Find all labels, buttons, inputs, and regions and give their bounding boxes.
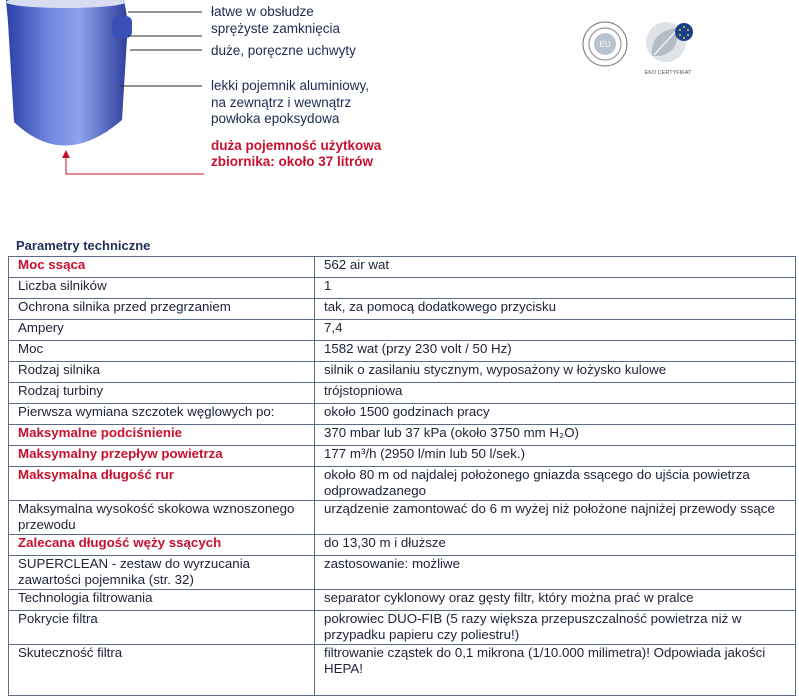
eu-seal-text: EU	[599, 40, 611, 49]
parameter-name: Maksymalna długość rur	[9, 467, 315, 501]
eco-leaf-icon	[646, 22, 693, 62]
callout-container-line2: na zewnątrz i wewnątrz	[211, 94, 352, 110]
parameter-value: filtrowanie cząstek do 0,1 mikrona (1/10.000 milimetra)! Odpowiada jakości HEPA!	[315, 645, 796, 696]
parameter-name: Rodzaj silnika	[9, 362, 315, 383]
parameter-value: silnik o zasilaniu stycznym, wyposażony w łożysko kulowe	[315, 362, 796, 383]
callout-closures	[211, 4, 340, 37]
callout-handles: duże, poręczne uchwyty	[211, 43, 356, 58]
callout-closures-line2: sprężyste zamknięcia	[211, 20, 341, 36]
callout-container-line1: lekki pojemnik aluminiowy,	[211, 78, 370, 93]
callout-capacity	[211, 138, 381, 170]
parameter-name: Maksymalna wysokość skokowa wznoszonego przewodu	[9, 501, 315, 535]
eco-certificate-label: EKO CERTYFIKAT	[644, 70, 692, 76]
table-row	[9, 404, 796, 425]
table-row	[9, 446, 796, 467]
parameter-value: pokrowiec DUO-FIB (5 razy większa przepuszczalność powietrza niż w przypadku papieru czy poliestru!)	[315, 611, 796, 645]
callout-container-line3: powłoka epoksydowa	[211, 111, 340, 126]
parameter-name: Maksymalny przepływ powietrza	[9, 446, 315, 467]
callout-closures-line1: łatwe w obsłudze	[211, 4, 314, 19]
table-row	[9, 501, 796, 535]
table-row	[9, 556, 796, 590]
table-row	[9, 590, 796, 611]
parameter-value: 562 air wat	[315, 257, 796, 278]
parameter-value: 370 mbar lub 37 kPa (około 3750 mm H₂O)	[315, 425, 796, 446]
parameter-value: tak, za pomocą dodatkowego przycisku	[315, 299, 796, 320]
parameter-name: Pierwsza wymiana szczotek węglowych po:	[9, 404, 315, 425]
parameter-name: Moc ssąca	[9, 257, 315, 278]
parameter-name: Skuteczność filtra	[9, 645, 315, 696]
table-row	[9, 362, 796, 383]
parameter-value: 1582 wat (przy 230 volt / 50 Hz)	[315, 341, 796, 362]
parameter-name: Liczba silników	[9, 278, 315, 299]
table-row	[9, 299, 796, 320]
parameter-value: separator cyklonowy oraz gęsty filtr, który można prać w pralce	[315, 590, 796, 611]
parameter-value: 7,4	[315, 320, 796, 341]
parameter-value: 1	[315, 278, 796, 299]
table-row	[9, 257, 796, 278]
certification-badges	[580, 18, 710, 78]
parameter-value: około 80 m od najdalej położonego gniazda ssącego do ujścia powietrza odprowadzanego	[315, 467, 796, 501]
section-title: Parametry techniczne	[16, 238, 151, 253]
table-row	[9, 645, 796, 696]
table-row	[9, 278, 796, 299]
table-row	[9, 320, 796, 341]
parameter-name: Technologia filtrowania	[9, 590, 315, 611]
table-row	[9, 425, 796, 446]
parameter-name: Rodzaj turbiny	[9, 383, 315, 404]
parameter-value: trójstopniowa	[315, 383, 796, 404]
table-row	[9, 535, 796, 556]
callout-capacity-line2: zbiornika: około 37 litrów	[211, 154, 374, 169]
parameter-name: Moc	[9, 341, 315, 362]
parameter-name: Pokrycie filtra	[9, 611, 315, 645]
eu-seal-icon	[583, 22, 627, 66]
callout-container	[211, 78, 369, 128]
callout-capacity-line1: duża pojemność użytkowa	[211, 138, 382, 153]
parameter-value: zastosowanie: możliwe	[315, 556, 796, 590]
parameter-name: Ampery	[9, 320, 315, 341]
parameter-name: Zalecana długość węży ssących	[9, 535, 315, 556]
table-row	[9, 383, 796, 404]
parameter-value: 177 m³/h (2950 l/min lub 50 l/sek.)	[315, 446, 796, 467]
table-row	[9, 611, 796, 645]
parameter-name: Maksymalne podciśnienie	[9, 425, 315, 446]
parameter-value: urządzenie zamontować do 6 m wyżej niż położone najniżej przewody ssące	[315, 501, 796, 535]
technical-parameters-table	[8, 256, 796, 696]
parameter-name: Ochrona silnika przed przegrzaniem	[9, 299, 315, 320]
table-row	[9, 467, 796, 501]
parameter-value: około 1500 godzinach pracy	[315, 404, 796, 425]
table-row	[9, 341, 796, 362]
parameter-name: SUPERCLEAN - zestaw do wyrzucania zawartości pojemnika (str. 32)	[9, 556, 315, 590]
parameter-value: do 13,30 m i dłuższe	[315, 535, 796, 556]
